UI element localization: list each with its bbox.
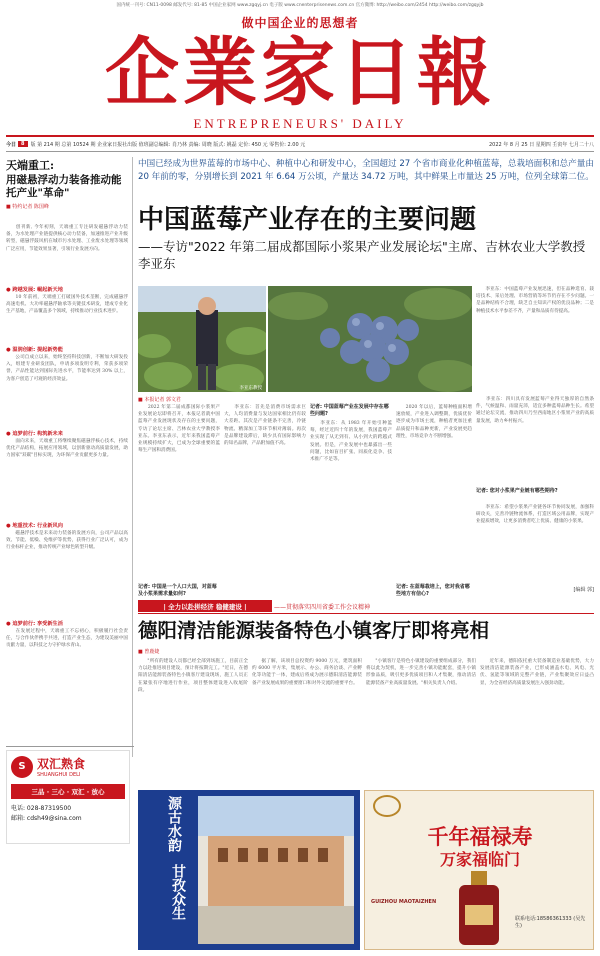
sidebar-kicker: 天端重工: bbox=[6, 159, 55, 172]
lead-body-col-1: 2022 年第二届成都国际小浆果产业发展论坛即将召开，本报记者就中国蓝莓产业发展现状及存在的主要问题，专访了论坛主席、吉林农业大学教授李亚东。李亚东表示，近年来我国蓝莓产业规模持续扩大，已成为全球重要的蓝莓生产国和消费国。 bbox=[138, 405, 220, 454]
section-banner-text: | 全力以赴拼经济 稳健建设 | bbox=[163, 602, 247, 611]
story2-body-col-3: "小镇客厅是特色小镇建设的重要组成部分，我们将以此为契机，进一步完善小镇功能配套，提升小镇形象品质，吸引更多优质项目和人才集聚，推动清洁能源装备产业高质量发展。"相关负责人介绍。 bbox=[366, 659, 476, 686]
ganzi-building-image bbox=[198, 796, 354, 944]
liquor-logo-icon bbox=[373, 795, 401, 817]
liquor-bottle-image bbox=[449, 871, 509, 947]
liquor-brand: GUIZHOU MAOTAIZHEN bbox=[371, 899, 437, 905]
sidebar-headline: 用磁悬浮动力装备推动能托产业"革命" bbox=[6, 174, 122, 199]
sidebar-body-2: 10 年前初，天端重工打破国外技术垄断，完成磁悬浮高速电机、大功率磁悬浮轴承等关键技术研发，建成专业化生产基地，产品覆盖多个领域，持续推动行业技术进步。 bbox=[6, 295, 128, 315]
shuanghui-name: 双汇熟食 bbox=[37, 757, 86, 771]
liquor-subtitle: 万家福临门 bbox=[439, 850, 520, 869]
ganzi-slogan: 源古水韵 bbox=[166, 796, 182, 852]
today-label: 今日 bbox=[6, 141, 17, 148]
ad-shuanghui bbox=[6, 750, 130, 844]
lead-summary: 中国已经成为世界蓝莓的市场中心、种植中心和研发中心，全国超过 27 个省市商业化种植蓝莓，总栽培面积和总产量由 20 年前的零，分别增长到 2021 年 6.64 万公顷，产量达 34.72 万吨，其中鲜果上市量达 25 万吨，位列全球第二位。 bbox=[138, 159, 594, 182]
lead-body-col-4: 2020 年以后，蓝莓种植面积增速放缓，产业进入调整期，优质优价逐步成为市场主流，种植者更加注重品质提升和品种更新，产业发展更趋理性，市场竞争力不断增强。 bbox=[396, 405, 472, 439]
sidebar-sub-5: ● 追梦前行: 享受新生活 bbox=[6, 621, 63, 627]
page-count-badge: 8 bbox=[18, 141, 27, 147]
masthead-slogan: 做中国企业的思想者 bbox=[241, 16, 359, 30]
liquor-contact: 联系电话:18586361333 (吴先生) bbox=[515, 916, 586, 929]
story2-byline: ■ 曾鹿婕 bbox=[138, 649, 160, 655]
story2-body-col-4: 近年来，德阳依托重大装备制造业基础优势，大力发展清洁能源装备产业，已形成涵盖水电、风电、光伏、氢能等领域的完整产业链，产业集聚效应日益凸显，为全省经济高质量发展注入强劲动能。 bbox=[480, 659, 594, 686]
sidebar-sub-1: ● 跨越发展: 崛起新天地 bbox=[6, 287, 63, 293]
shuanghui-tagline: 三品 · 三心 · 双汇 · 放心 bbox=[11, 784, 125, 799]
lead-question-2: 记者: 中国蓝莓产业在发展中存在哪些问题? bbox=[310, 404, 389, 417]
ganzi-sub: 甘孜众生 bbox=[170, 864, 186, 920]
story2-body-col-2: 据了解，该项目总投资约 9000 万元，建筑面积约 6000 平方米，集展示、办公、商务洽谈、产业孵化等功能于一体，建成后将成为展示德阳清洁能源装备产业发展成果的重要窗口和对外交流的重要平台。 bbox=[252, 659, 362, 686]
sidebar-body-5: 磁悬浮技术是未来动力装备的发展方向，公司产品以高效、节能、低噪、免维护等优势，获得行业广泛认可，成为行业标杆企业，推动传统产业绿色转型升级。 bbox=[6, 531, 128, 551]
lead-subhead: ——专访"2022 年第二届成都国际小浆果产业发展论坛"主席、吉林农业大学教授李亚东 bbox=[138, 239, 586, 271]
shuanghui-logo-icon: S bbox=[11, 756, 33, 778]
masthead-rule bbox=[6, 135, 594, 137]
lead-question-4: 记者: 您对小浆果产业链有哪些期待? bbox=[476, 488, 558, 494]
shuanghui-mail: 邮箱: cdsh49@sina.com bbox=[11, 815, 82, 822]
sidebar-body-3: 公司自成立以来，始终坚持科技创新，不断加大研发投入，组建专业研发团队，申请多项发明专利，荣获多项荣誉，产品性能达到国际先进水平，节能率达到 30% 以上，为客户创造了可观的经济效益。 bbox=[6, 355, 128, 382]
sidebar-body-6: 在发展过程中，天端重工不忘初心，积极履行社会责任，与合作伙伴携手共进，打造产业生态，为建设美丽中国贡献力量，以科技之力守护绿水青山。 bbox=[6, 629, 128, 649]
lead-photo-blueberries bbox=[268, 286, 472, 392]
lead-editor: [编辑 郭] bbox=[573, 587, 594, 593]
ad-ganzi bbox=[138, 790, 360, 950]
lead-body-col-5: 李亚东：四川具有发展蓝莓产业得天独厚的自然条件，气候温和、雨量充沛，适宜多种蓝莓品种生长。希望通过论坛交流，推动四川乃至西南地区小浆果产业的高质量发展，助力乡村振兴。 bbox=[476, 397, 594, 424]
shuanghui-english: SHUANGHUI DELI bbox=[37, 772, 81, 778]
lead-body-col-2: 李亚东：首先是消费市场需求巨大，人均消费量与发达国家相比仍有较大差距。其次是产业链条不完善，冷链物流、精深加工等环节相对薄弱。再次是品牌建设滞后，缺少具有国际影响力的知名品牌，产品附加值不高。 bbox=[224, 405, 306, 447]
sidebar-sub-4: ● 地重技术: 行业新风向 bbox=[6, 523, 63, 529]
sidebar-body-4: 面向未来，天端重工将继续聚焦磁悬浮核心技术，持续优化产品结构，拓展应用领域，以创新驱动高质量发展，助力国家"双碳"目标实现，为环保产业贡献更多力量。 bbox=[6, 439, 128, 459]
masthead-english: ENTREPRENEURS' DAILY bbox=[193, 116, 407, 131]
liquor-title: 千年福禄寿 bbox=[427, 824, 533, 849]
issue-info: 版 第 214 期 总第 10524 期 企业家日报社出版 值班副总编辑: 肖乃林 责编: 周晓 版式: 姚磊 定价: 450 元 零售价: 2.00 元 bbox=[30, 141, 306, 148]
lead-photo-person bbox=[138, 286, 266, 392]
sidebar-sub-2: ● 温润创新: 提起新势能 bbox=[6, 347, 63, 353]
lead-question-3: 记者: 在蓝莓栽培上，您对我省哪些地方有信心? bbox=[396, 584, 470, 597]
masthead-title: 企業家日報 bbox=[105, 30, 495, 116]
issue-bar bbox=[6, 139, 594, 149]
ad-liquor bbox=[364, 790, 594, 950]
story2-body-col-1: "所有的建设人员都已经全部到场施工，目前正全力以赴推进项目建设，预计将按期完工。"近日，在德阳清洁能源装备特色小镇客厅建设现场，施工人员正在紧张有序地进行作业，项目整体建设进入收尾阶段。 bbox=[138, 659, 248, 693]
section-banner-sub: ——贯彻落实四川省委工作会议精神 bbox=[274, 604, 371, 611]
lead-byline: ■ 本报记者 郭文君 bbox=[138, 397, 181, 403]
lead-right-top-text: 李亚东：中国蓝莓产业发展迅速，但在品种选育、栽培技术、采后处理、市场营销等环节仍存在不少问题。一是品种结构不合理，缺乏自主知识产权的优良品种；二是种植技术水平参差不齐，产量和品质有待提高。 bbox=[476, 287, 594, 314]
sidebar-story bbox=[6, 157, 128, 210]
lead-headline: 中国蓝莓产业存在的主要问题 bbox=[138, 205, 477, 235]
lead-body-col-6: 李亚东：希望小浆果产业链各环节协同发展，加强科研攻关，完善冷链物流体系，打造区域公用品牌，实现产业提质增效，让更多消费者吃上优质、健康的小浆果。 bbox=[476, 505, 594, 525]
issue-date: 2022 年 8 月 25 日 星期四 壬寅年 七月二十八 bbox=[489, 141, 594, 148]
shuanghui-tel: 电话: 028-87319500 bbox=[11, 805, 72, 812]
lead-question-1: 记者: 中国是一个人口大国，对蓝莓及小浆果需求量如何? bbox=[138, 584, 217, 597]
masthead-top-info: 国内统一刊号: CN11-0098 邮发代号: 81-85 中国企业家网 www.zgqyj.cn 电子版 www.cnenterprisenews.com.cn 官方微博: http://weibo.com/2454 http://weibo.com/zgqyjb bbox=[116, 3, 484, 8]
photo-caption: 李亚东教授 bbox=[239, 386, 262, 391]
lead-body-col-3: 李亚东：从 1983 年开始引种蓝莓，经过近四十年的发展，我国蓝莓产业实现了从无到有、从小到大的跨越式发展。但是，产业发展中也暴露出一些问题，比如盲目扩张、同质化竞争、技术推广不足等。 bbox=[310, 421, 392, 463]
sidebar-body-1: 创刊新, 今年初刻，天端重工专注研发磁悬浮动力装备，为水处理产业链提供核心动力装备，加速推进产业升级转型，磁悬浮鼓风机在城市污水处理、工业废水处理等领域广泛应用，节能效果显著，引领行业发展方向。 bbox=[6, 225, 128, 252]
sidebar-byline: ■ 特约记者 陈国峰 bbox=[6, 204, 49, 210]
story2-headline: 德阳清洁能源装备特色小镇客厅即将亮相 bbox=[138, 619, 490, 642]
sidebar-sub-3: ● 追梦前行: 构筑新未来 bbox=[6, 431, 63, 437]
section-banner-label bbox=[138, 600, 272, 612]
